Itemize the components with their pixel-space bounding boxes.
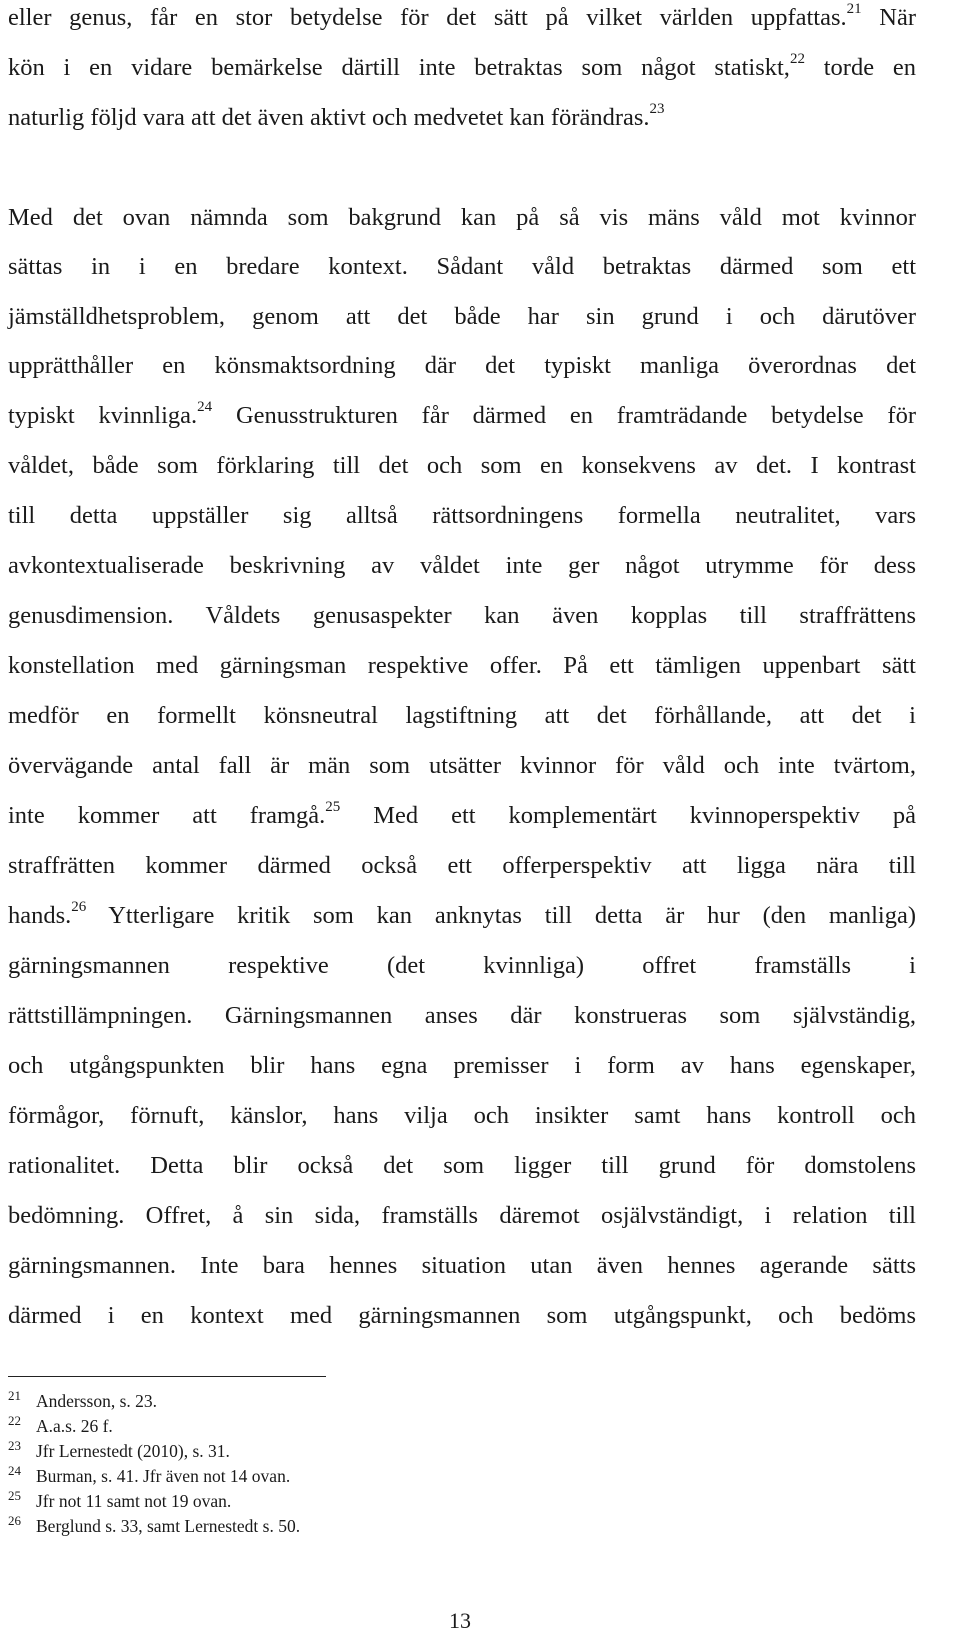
footnote-separator (8, 1376, 326, 1377)
footnote-text: Burman, s. 41. Jfr även not 14 ovan. (36, 1466, 291, 1486)
text-span: hands. (8, 902, 72, 929)
text-line: därmed i en kontext med gärningsmannen som utgångspunkt, och bedöms (8, 1302, 916, 1329)
text-span: kön i en vidare bemärkelse därtill inte betraktas som något statiskt, (8, 54, 790, 81)
text-line: gärningsmannen. Inte bara hennes situation utan även hennes agerande sätts (8, 1252, 916, 1279)
page-number: 13 (449, 1608, 471, 1633)
text-line: övervägande antal fall är män som utsätter kvinnor för våld och inte tvärtom, (8, 752, 916, 779)
text-line: sättas in i en bredare kontext. Sådant våld betraktas därmed som ett (8, 253, 916, 280)
text-line: upprätthåller en könsmaktsordning där det typiskt manliga överordnas det (8, 352, 916, 379)
text-line: gärningsmannen respektive (det kvinnliga) offret framställs i (8, 952, 916, 979)
text-span: eller genus, får en stor betydelse för det sätt på vilket världen uppfattas. (8, 4, 847, 31)
text-line: våldet, både som förklaring till det och som en konsekvens av det. I kontrast (8, 452, 916, 479)
text-line: Med det ovan nämnda som bakgrund kan på så vis mäns våld mot kvinnor (8, 204, 916, 231)
footnote-text: Jfr not 11 samt not 19 ovan. (36, 1491, 232, 1511)
footnote-ref-24[interactable]: 24 (197, 398, 213, 415)
footnote-ref-21[interactable]: 21 (846, 0, 862, 17)
text-line: genusdimension. Våldets genusaspekter kan även kopplas till straffrättens (8, 602, 916, 629)
text-line (8, 798, 917, 831)
text-line (8, 0, 916, 33)
text-line (8, 398, 916, 431)
footnote-text: Andersson, s. 23. (36, 1391, 158, 1411)
footnote-ref-25[interactable]: 25 (325, 798, 341, 815)
text-line: och utgångspunkten blir hans egna premisser i form av hans egenskaper, (8, 1052, 916, 1079)
footnote-21: 21 Andersson, s. 23. (8, 1388, 158, 1411)
text-line: medför en formellt könsneutral lagstiftning att det förhållande, att det i (8, 702, 916, 729)
text-line: straffrätten kommer därmed också ett offerperspektiv att ligga nära till (8, 852, 916, 879)
text-span: Genusstrukturen får därmed en framträdande betydelse för (235, 402, 916, 429)
text-line: jämställdhetsproblem, genom att det både har sin grund i och därutöver (8, 303, 916, 330)
text-line (8, 898, 916, 931)
footnote-ref-22[interactable]: 22 (789, 50, 805, 67)
footnote-26: 26 Berglund s. 33, samt Lernestedt s. 50. (8, 1513, 301, 1536)
footnote-23: 23 Jfr Lernestedt (2010), s. 31. (8, 1438, 230, 1461)
text-line: rättstillämpningen. Gärningsmannen anses där konstrueras som självständig, (8, 1002, 916, 1029)
text-span: När (879, 4, 916, 31)
text-span: Ytterligare kritik som kan anknytas till detta är hur (den manliga) (108, 902, 916, 929)
footnote-text: Berglund s. 33, samt Lernestedt s. 50. (36, 1516, 301, 1536)
text-line: bedömning. Offret, å sin sida, framställs däremot osjälvständigt, i relation till (8, 1202, 916, 1229)
footnote-24: 24 Burman, s. 41. Jfr även not 14 ovan. (8, 1463, 291, 1486)
text-line: rationalitet. Detta blir också det som ligger till grund för domstolens (8, 1152, 916, 1179)
text-span: naturlig följd vara att det även aktivt och medvetet kan förändras. (8, 104, 650, 131)
footnote-text: A.a.s. 26 f. (36, 1416, 113, 1436)
text-line (8, 100, 916, 133)
text-span: inte kommer att framgå. (8, 802, 326, 829)
footnote-22: 22 A.a.s. 26 f. (8, 1413, 113, 1436)
footnote-ref-26[interactable]: 26 (71, 898, 87, 915)
text-span: typiskt kvinnliga. (8, 402, 198, 429)
footnote-text: Jfr Lernestedt (2010), s. 31. (36, 1441, 230, 1461)
footnote-25: 25 Jfr not 11 samt not 19 ovan. (8, 1488, 232, 1511)
text-line: till detta uppställer sig alltså rättsordningens formella neutralitet, vars (8, 502, 916, 529)
text-line: konstellation med gärningsman respektive offer. På ett tämligen uppenbart sätt (8, 652, 916, 679)
text-span: torde en (823, 54, 917, 81)
text-line: avkontextualiserade beskrivning av våldet inte ger något utrymme för dess (8, 552, 916, 579)
text-span: Med ett komplementärt kvinnoperspektiv på (373, 802, 917, 829)
footnote-ref-23[interactable]: 23 (649, 100, 665, 117)
text-line: förmågor, förnuft, känslor, hans vilja och insikter samt hans kontroll och (8, 1102, 916, 1129)
text-line (8, 50, 917, 83)
